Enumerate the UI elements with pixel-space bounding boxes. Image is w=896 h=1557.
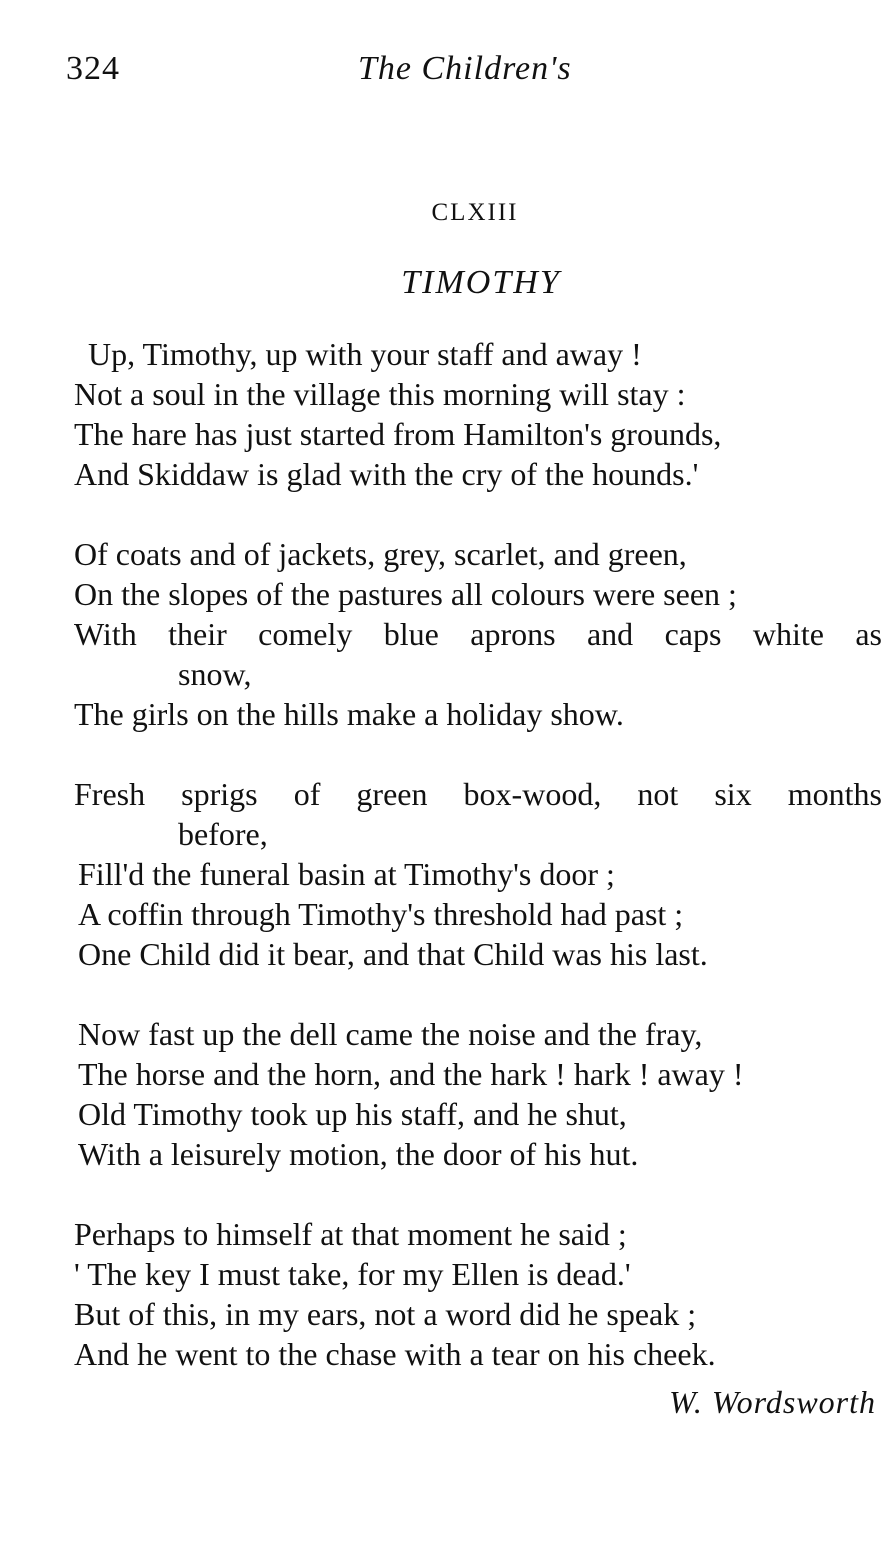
poem-title: TIMOTHY: [401, 264, 561, 301]
poem-line: And Skiddaw is glad with the cry of the hounds.': [74, 456, 699, 492]
poem-line: Perhaps to himself at that moment he said ;: [74, 1216, 627, 1252]
stanza-2: [74, 534, 882, 734]
stanza-5: [74, 1214, 882, 1374]
poem-line: The hare has just started from Hamilton's grounds,: [74, 416, 722, 452]
poem-line: Old Timothy took up his staff, and he shut,: [78, 1096, 627, 1132]
poem-line: The horse and the horn, and the hark ! hark ! away !: [78, 1056, 744, 1092]
poem-line: But of this, in my ears, not a word did he speak ;: [74, 1296, 697, 1332]
poem-line: One Child did it bear, and that Child was his last.: [78, 936, 708, 972]
poem-line: The girls on the hills make a holiday show.: [74, 696, 624, 732]
poem-line: A coffin through Timothy's threshold had past ;: [78, 896, 684, 932]
poem-line: Fill'd the funeral basin at Timothy's door ;: [78, 856, 615, 892]
poem-number: CLXIII: [431, 199, 519, 226]
poem-line: ' The key I must take, for my Ellen is dead.': [74, 1256, 631, 1292]
poem-line: With their comely blue aprons and caps white as: [74, 616, 882, 652]
poem-line: Not a soul in the village this morning will stay :: [74, 376, 686, 412]
poem-line: With a leisurely motion, the door of his hut.: [78, 1136, 639, 1172]
author-attribution: W. Wordsworth: [669, 1384, 876, 1420]
poem-body: [74, 334, 882, 1414]
poem-line: And he went to the chase with a tear on his cheek.: [74, 1336, 716, 1372]
stanza-4: [74, 1014, 882, 1174]
stanza-1: [74, 334, 882, 494]
poem-line: Up, Timothy, up with your staff and away !: [88, 336, 642, 372]
stanza-3: [74, 774, 882, 974]
poem-line: On the slopes of the pastures all colours were seen ;: [74, 576, 737, 612]
poem-line: Now fast up the dell came the noise and the fray,: [78, 1016, 703, 1052]
poem-line: Of coats and of jackets, grey, scarlet, and green,: [74, 536, 687, 572]
poem-line-turnover: snow,: [178, 656, 252, 692]
poem-line: Fresh sprigs of green box-wood, not six months: [74, 776, 882, 812]
poem-line-turnover: before,: [178, 816, 268, 852]
running-title: The Children's: [358, 50, 572, 87]
page-number: 324: [66, 50, 120, 87]
